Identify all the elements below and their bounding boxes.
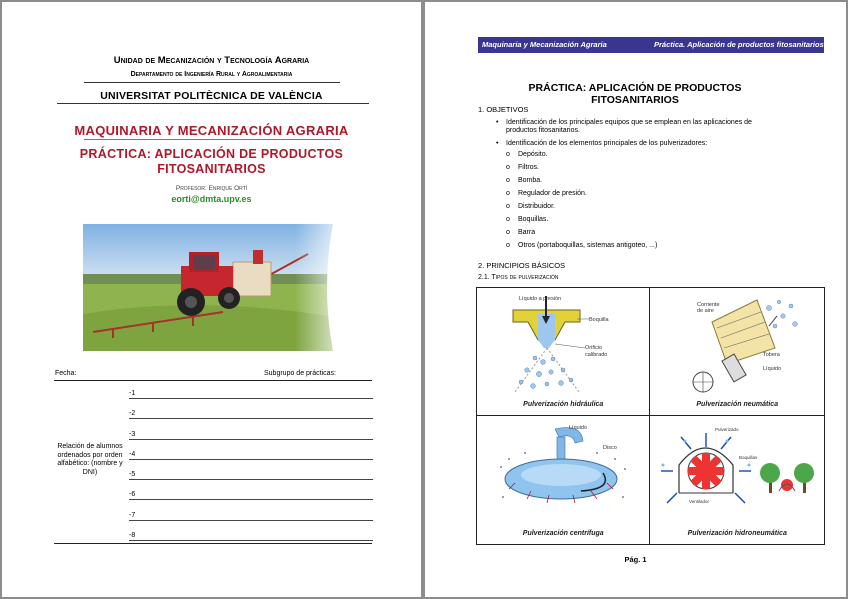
student-row-8[interactable]: -8 bbox=[129, 531, 373, 541]
bullet-equipment-line1: Identificación de los principales equipos que se emplean en las aplicaciones de bbox=[506, 119, 752, 126]
label-pressurized-liquid: Líquido a presión bbox=[519, 296, 562, 302]
student-row-7[interactable]: -7 bbox=[129, 511, 373, 521]
cell-centrifugal bbox=[477, 417, 650, 545]
label-spray: Pulverizado bbox=[715, 427, 739, 432]
component-item: Bomba. bbox=[518, 177, 543, 184]
professor-email: eorti@dmta.upv.es bbox=[171, 194, 252, 204]
course-title: MAQUINARIA Y MECANIZACIÓN AGRARIA bbox=[74, 123, 349, 138]
cover-page bbox=[2, 2, 421, 597]
department-name: Departamento de Ingeniería Rural y Agroalimentaria bbox=[130, 71, 293, 78]
label-orifice-2: calibrado bbox=[585, 352, 608, 358]
label-fan: Ventilador bbox=[689, 499, 710, 504]
spray-types-figure bbox=[476, 287, 825, 545]
circle-bullet: o bbox=[506, 164, 510, 171]
centrifugal-diagram bbox=[485, 419, 645, 524]
label-pneumatic-liquid: Líquido bbox=[763, 366, 782, 372]
tractor-sprayer-photo bbox=[83, 224, 348, 351]
caption-hydropneumatic: Pulverización hidroneumática bbox=[687, 529, 787, 537]
circle-bullet: o bbox=[506, 151, 510, 158]
section-principles: 2. PRINCIPIOS BÁSICOS bbox=[478, 261, 566, 270]
header-course: Maquinaria y Mecanización Agraria bbox=[482, 40, 607, 49]
bullet-dot: • bbox=[496, 140, 499, 147]
caption-pneumatic: Pulverización neumática bbox=[696, 400, 779, 408]
bullet-components: Identificación de los elementos principales de los pulverizadores: bbox=[506, 140, 708, 147]
university-name: UNIVERSITAT POLITÈCNICA DE VALÈNCIA bbox=[100, 90, 323, 102]
circle-bullet: o bbox=[506, 177, 510, 184]
unit-name: Unidad de Mecanización y Tecnología Agraria bbox=[113, 55, 310, 66]
student-row-6[interactable]: -6 bbox=[129, 490, 373, 500]
bullet-equipment-line2: productos fitosanitarios. bbox=[506, 127, 580, 134]
tree-right bbox=[794, 463, 814, 493]
component-item: Barra bbox=[518, 229, 536, 236]
page-title bbox=[465, 82, 805, 106]
cell-pneumatic bbox=[651, 288, 824, 416]
title-divider bbox=[84, 139, 340, 140]
practice-title-line1: PRÁCTICA: APLICACIÓN DE PRODUCTOS bbox=[79, 147, 344, 161]
label-nozzle: Boquilla bbox=[589, 317, 609, 323]
header-divider-2 bbox=[57, 103, 369, 104]
page-title-line2: FITOSANITARIOS bbox=[591, 94, 679, 106]
student-row-4[interactable]: -4 bbox=[129, 450, 373, 460]
label-tube: Tobera bbox=[763, 352, 780, 358]
circle-bullet: o bbox=[506, 203, 510, 210]
student-row-5[interactable]: -5 bbox=[129, 470, 373, 480]
caption-centrifugal: Pulverización centrífuga bbox=[522, 529, 604, 537]
label-orifice-1: Orificio bbox=[585, 345, 603, 351]
section-objectives: 1. OBJETIVOS bbox=[478, 105, 529, 114]
practice-title-line2: FITOSANITARIOS bbox=[157, 162, 266, 176]
form-bottom-line bbox=[54, 543, 372, 544]
date-label: Fecha: bbox=[55, 370, 77, 377]
student-list-label: Relación de alumnos ordenados por orden alfabético: (nombre y DNI) bbox=[57, 443, 123, 476]
label-centrifugal-liquid: Líquido bbox=[569, 425, 588, 431]
pneumatic-diagram bbox=[657, 294, 817, 399]
student-row-3[interactable]: -3 bbox=[129, 430, 373, 440]
page-number: Pág. 1 bbox=[624, 555, 647, 564]
hydraulic-nozzle-diagram bbox=[485, 292, 645, 402]
running-header bbox=[478, 37, 824, 53]
component-item: Filtros. bbox=[518, 164, 539, 171]
circle-bullet: o bbox=[506, 229, 510, 236]
label-disc: Disco bbox=[603, 445, 617, 451]
circle-bullet: o bbox=[506, 242, 510, 249]
component-item: Distribuidor. bbox=[518, 203, 555, 210]
header-divider bbox=[84, 82, 340, 83]
professor-name: Profesor: Enrique Ortí bbox=[175, 185, 248, 192]
circle-bullet: o bbox=[506, 216, 510, 223]
component-item: Otros (portaboquillas, sistemas antigoteo, ...) bbox=[518, 242, 658, 249]
practice-title bbox=[2, 147, 421, 177]
bullet-equipment bbox=[506, 119, 824, 135]
bullet-dot: • bbox=[496, 119, 499, 126]
small-sprayer bbox=[779, 479, 795, 491]
tree-left bbox=[760, 463, 780, 493]
label-hydro-nozzles: Boquillas bbox=[739, 455, 758, 460]
student-row-2[interactable]: -2 bbox=[129, 409, 373, 419]
component-item: Regulador de presión. bbox=[518, 190, 587, 197]
caption-hydraulic: Pulverización hidráulica bbox=[523, 400, 604, 408]
content-page bbox=[425, 2, 846, 597]
hydropneumatic-diagram bbox=[655, 421, 821, 526]
cell-hydropneumatic bbox=[651, 417, 824, 545]
circle-bullet: o bbox=[506, 190, 510, 197]
subgroup-label: Subgrupo de prácticas: bbox=[264, 370, 336, 377]
cell-hydraulic bbox=[477, 288, 650, 416]
page-title-line1: PRÁCTICA: APLICACIÓN DE PRODUCTOS bbox=[528, 82, 742, 94]
label-air-1: Corriente bbox=[697, 302, 720, 308]
component-item: Boquillas. bbox=[518, 216, 549, 223]
subsection-spray-types: 2.1. Tipos de pulverización bbox=[478, 274, 559, 281]
component-item: Depósito. bbox=[518, 151, 548, 158]
form-top-line bbox=[54, 380, 372, 381]
header-practice: Práctica. Aplicación de productos fitosanitarios bbox=[654, 40, 824, 49]
label-air-2: de aire bbox=[697, 308, 714, 314]
student-row-1[interactable]: -1 bbox=[129, 389, 373, 399]
